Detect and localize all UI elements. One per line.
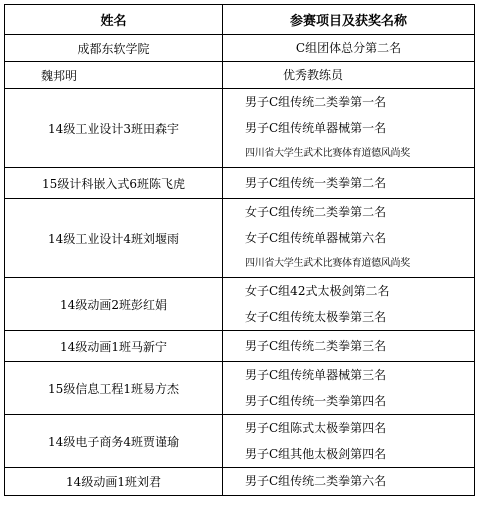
award-item: 四川省大学生武术比赛体育道德风尚奖	[245, 258, 410, 269]
header-name: 姓名	[5, 5, 223, 35]
table-row	[5, 468, 475, 496]
row-awards	[223, 468, 475, 496]
award-item: 四川省大学生武术比赛体育道德风尚奖	[245, 148, 410, 159]
award-item: 男子C组传统二类拳第三名	[245, 339, 387, 353]
award-item: 男子C组传统二类拳第一名	[245, 95, 387, 109]
row-name: 14级工业设计3班田森宇	[5, 89, 223, 168]
row-awards	[223, 168, 475, 199]
row-name: 14级动画1班刘君	[5, 468, 223, 496]
award-item: 男子C组传统二类拳第六名	[245, 474, 387, 488]
award-item: C组团体总分第二名	[295, 41, 402, 55]
row-awards	[223, 331, 475, 362]
award-item: 男子C组传统一类拳第四名	[245, 394, 387, 408]
table-row	[5, 199, 475, 278]
table-row	[5, 362, 475, 415]
row-awards	[223, 415, 475, 468]
row-awards	[223, 62, 475, 89]
table-row	[5, 168, 475, 199]
header-row	[5, 5, 475, 35]
award-item: 男子C组传统一类拳第二名	[245, 176, 387, 190]
row-name: 14级动画1班马新宁	[5, 331, 223, 362]
table-row	[5, 415, 475, 468]
row-name: 14级电子商务4班贾谨瑜	[5, 415, 223, 468]
award-item: 男子C组其他太极剑第四名	[245, 447, 387, 461]
row-name: 魏邦明	[5, 62, 223, 89]
row-awards	[223, 199, 475, 278]
row-awards	[223, 89, 475, 168]
row-name: 15级信息工程1班易方杰	[5, 362, 223, 415]
row-awards	[223, 35, 475, 62]
row-name: 14级动画2班彭红娟	[5, 278, 223, 331]
award-item: 女子C组传统二类拳第二名	[245, 205, 387, 219]
table-row	[5, 62, 475, 89]
award-item: 男子C组陈式太极拳第四名	[245, 421, 387, 435]
row-name: 成都东软学院	[5, 35, 223, 62]
row-name: 15级计科嵌入式6班陈飞虎	[5, 168, 223, 199]
row-name: 14级工业设计4班刘堰雨	[5, 199, 223, 278]
award-item: 女子C组传统单器械第六名	[245, 231, 387, 245]
table-row	[5, 278, 475, 331]
row-awards	[223, 362, 475, 415]
award-item: 男子C组传统单器械第三名	[245, 368, 387, 382]
awards-table	[4, 4, 475, 496]
award-item: 女子C组42式太极剑第二名	[245, 284, 390, 298]
table-row	[5, 35, 475, 62]
award-item: 男子C组传统单器械第一名	[245, 121, 387, 135]
table-row	[5, 89, 475, 168]
award-item: 女子C组传统太极拳第三名	[245, 310, 387, 324]
header-award: 参赛项目及获奖名称	[223, 5, 475, 35]
award-item: 优秀教练员	[283, 68, 344, 82]
table-row	[5, 331, 475, 362]
row-awards	[223, 278, 475, 331]
